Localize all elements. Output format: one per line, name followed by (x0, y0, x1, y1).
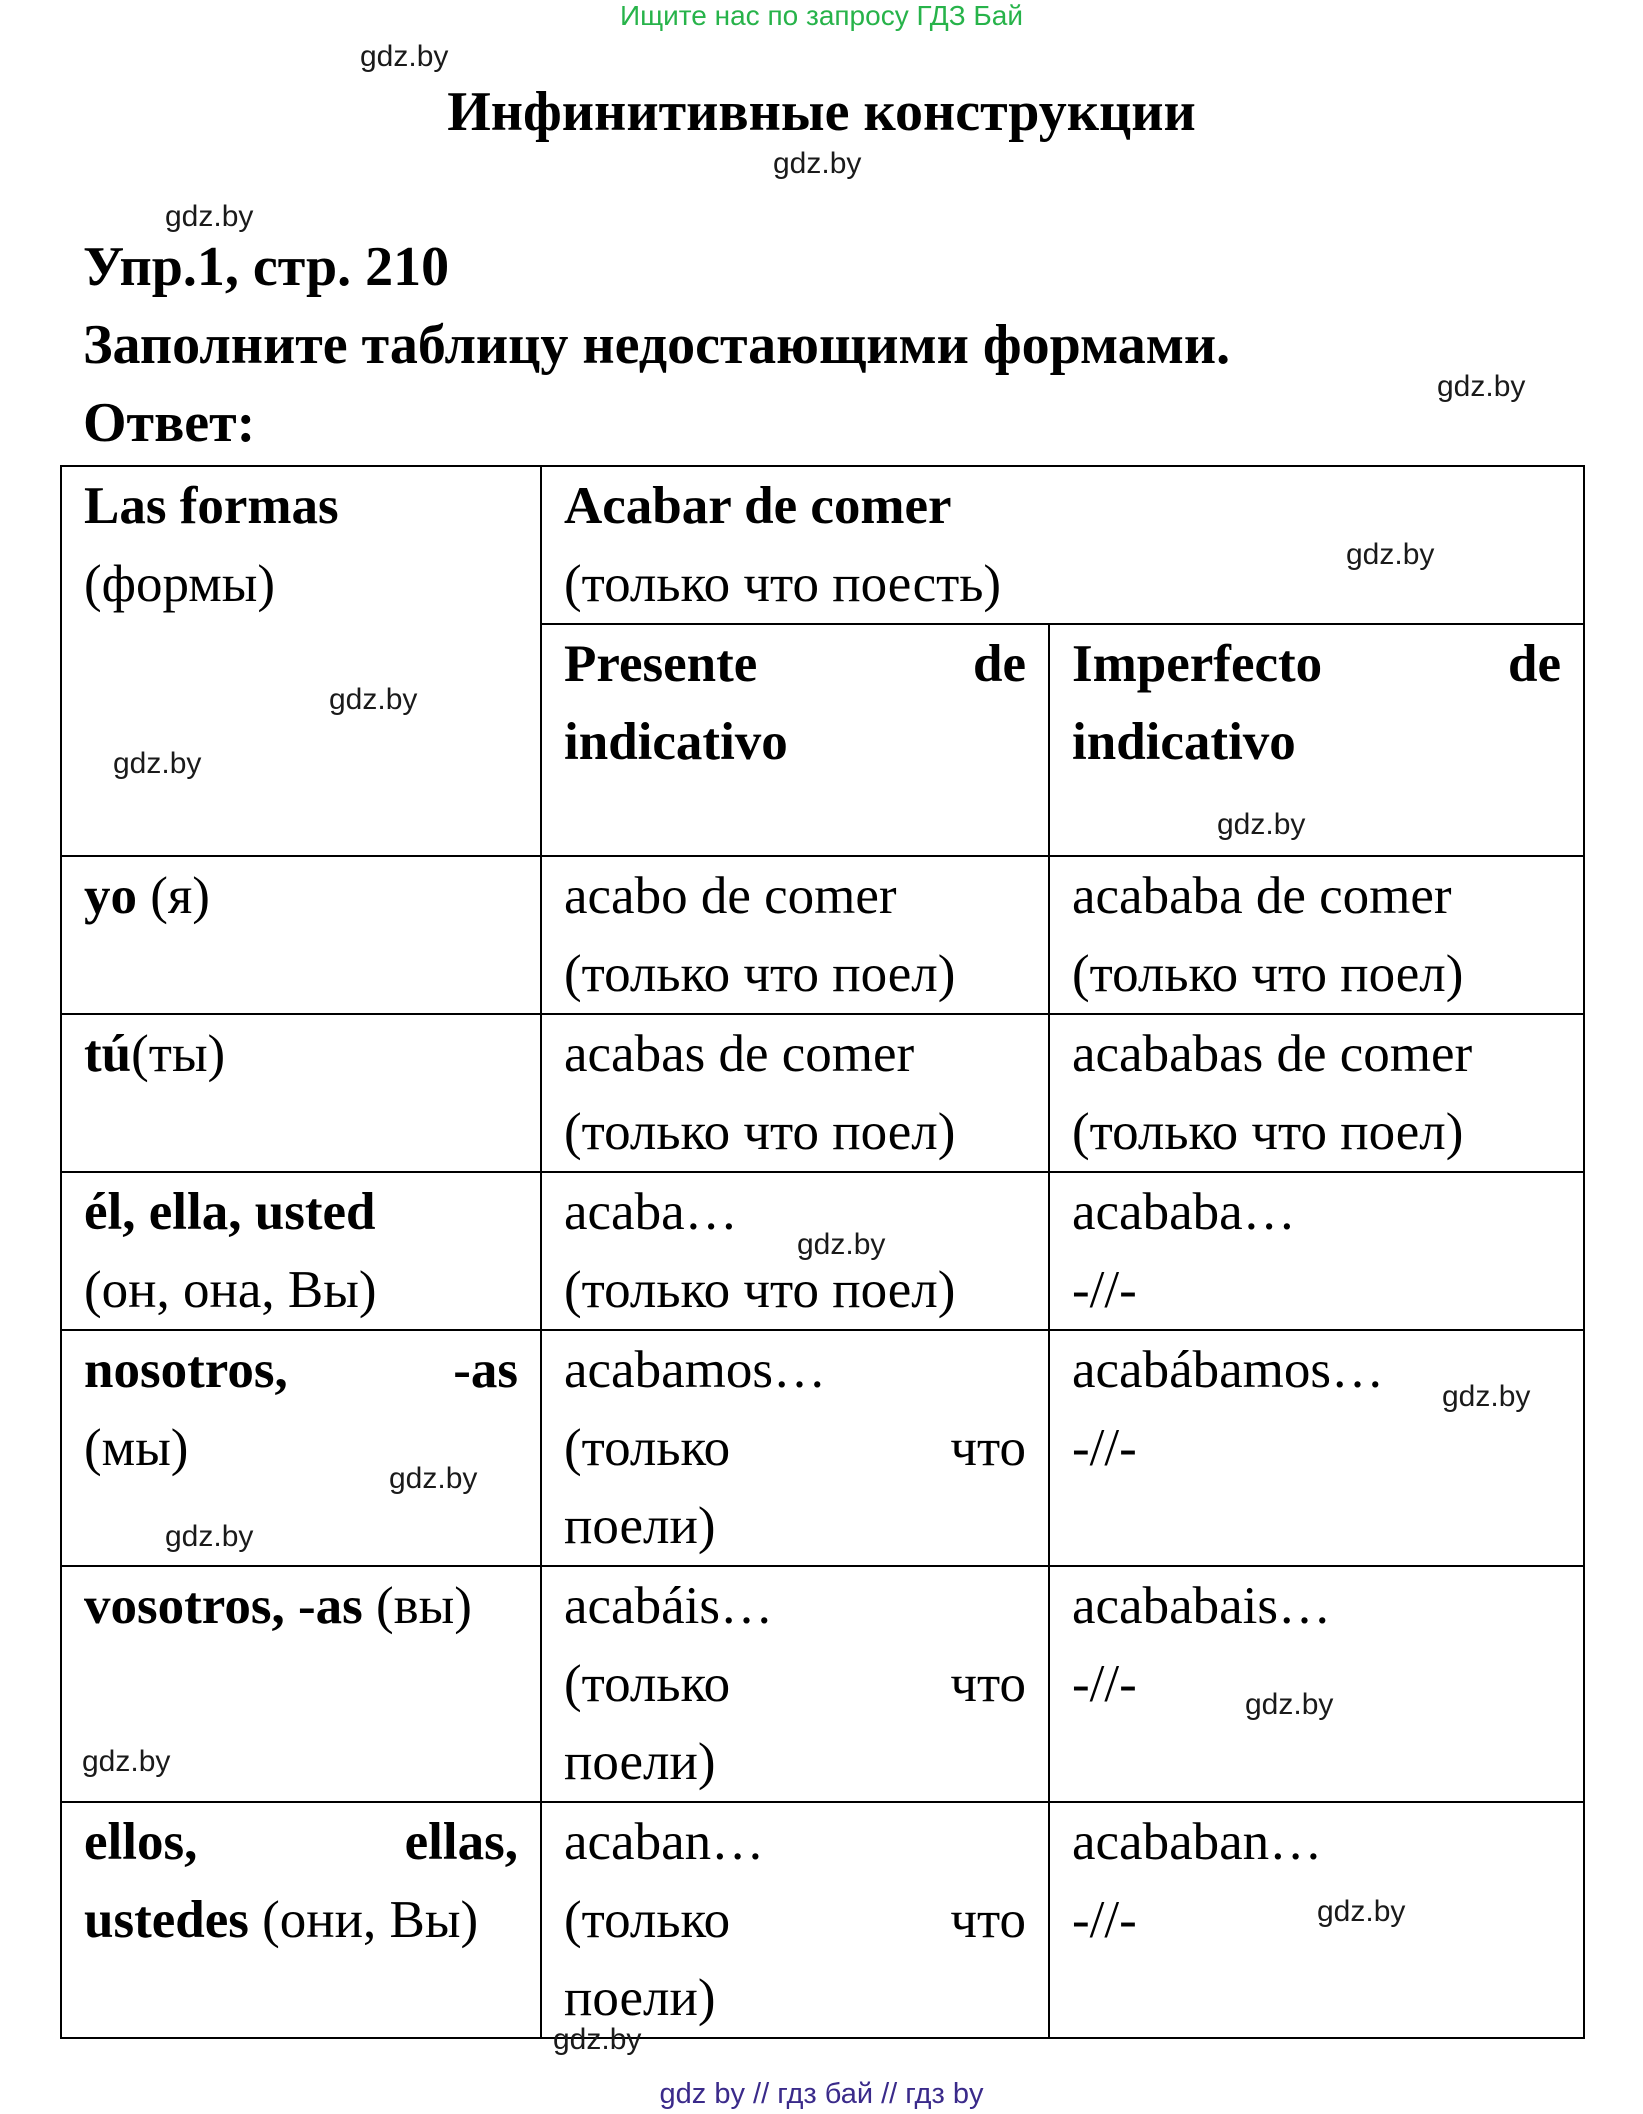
pronoun: vosotros, -as (84, 1577, 363, 1635)
imperfecto-form: acababan… (1072, 1813, 1323, 1871)
watermark: gdz.by (773, 147, 862, 180)
watermark: gdz.by (113, 747, 202, 780)
pronoun: yo (84, 867, 137, 925)
pronoun-ru: (ты) (131, 1025, 226, 1083)
imperfecto-form: acababa… (1072, 1183, 1296, 1241)
pronoun: ellos, (84, 1813, 198, 1871)
imperfecto-translation: (только что поел) (1072, 1103, 1464, 1161)
pronoun-suffix: -as (453, 1341, 518, 1399)
imperfecto-translation: -//- (1072, 1419, 1137, 1477)
presente-translation: поели) (564, 1497, 716, 1555)
presente-translation: что (950, 1891, 1026, 1949)
imperfecto-translation: -//- (1072, 1655, 1137, 1713)
presente-translation: (только (564, 1655, 731, 1713)
watermark: gdz.by (553, 2023, 642, 2056)
table-row (61, 856, 1584, 1014)
presente-form: acabo de comer (564, 867, 897, 925)
pronoun-ru: (вы) (362, 1577, 472, 1635)
answer-label: Ответ: (83, 392, 256, 454)
imperfecto-translation: -//- (1072, 1261, 1137, 1319)
presente-translation: (только (564, 1419, 731, 1477)
table-row (61, 1014, 1584, 1172)
pronoun: nosotros, (84, 1341, 288, 1399)
imperfecto-form: acabábamos… (1072, 1341, 1384, 1399)
watermark: gdz.by (360, 40, 449, 73)
pronoun: ustedes (84, 1891, 249, 1949)
header-forms-cell (61, 466, 541, 856)
task-text: Заполните таблицу недостающими формами. (83, 314, 1231, 376)
pronoun-ru: (он, она, Вы) (84, 1261, 377, 1319)
main-header-ru: (только что поесть) (564, 555, 1002, 613)
imperfecto-form: acababas de comer (1072, 1025, 1473, 1083)
presente-form: acaban… (564, 1813, 765, 1871)
presente-form: acabáis… (564, 1577, 773, 1635)
watermark: gdz.by (1346, 538, 1435, 571)
watermark: gdz.by (165, 200, 254, 233)
presente-translation: (только что поел) (564, 945, 956, 1003)
watermark: gdz.by (1442, 1380, 1531, 1413)
pronoun: tú (84, 1025, 132, 1083)
search-banner: Ищите нас по запросу ГДЗ Бай (619, 0, 1024, 31)
presente-translation: что (950, 1655, 1026, 1713)
imperfecto-indicativo: indicativo (1072, 713, 1296, 771)
pronoun-ru: (мы) (84, 1419, 189, 1477)
watermark: gdz.by (82, 1745, 171, 1778)
forms-header: Las formas (84, 477, 339, 535)
footer-links: gdz by // гдз бай // гдз by (659, 2078, 984, 2110)
presente-de: de (973, 635, 1026, 693)
main-header: Acabar de comer (564, 477, 952, 535)
pronoun: él, ella, usted (84, 1183, 376, 1241)
imperfecto-translation: -//- (1072, 1891, 1137, 1949)
exercise-heading: Упр.1, стр. 210 (83, 236, 450, 298)
presente-form: acabas de comer (564, 1025, 915, 1083)
presente-translation: (только что поел) (564, 1103, 956, 1161)
imperfecto-translation: (только что поел) (1072, 945, 1464, 1003)
presente-translation: поели) (564, 1969, 716, 2027)
presente-translation: (только (564, 1891, 731, 1949)
presente-indicativo: indicativo (564, 713, 788, 771)
table-row (61, 1566, 1584, 1802)
watermark: gdz.by (1245, 1688, 1334, 1721)
imperfecto-de: de (1508, 635, 1562, 693)
presente-translation: что (950, 1419, 1026, 1477)
watermark: gdz.by (797, 1228, 886, 1261)
presente-translation: (только что поел) (564, 1261, 956, 1319)
presente-translation: поели) (564, 1733, 716, 1791)
imperfecto-label: Imperfecto (1072, 635, 1323, 693)
watermark: gdz.by (1217, 808, 1306, 841)
pronoun-ru: (я) (137, 867, 210, 925)
imperfecto-form: acababais… (1072, 1577, 1331, 1635)
watermark: gdz.by (1437, 370, 1526, 403)
presente-label: Presente (564, 635, 758, 693)
imperfecto-form: acababa de comer (1072, 867, 1452, 925)
header-presente-cell (541, 624, 1049, 856)
watermark: gdz.by (165, 1520, 254, 1553)
watermark: gdz.by (329, 683, 418, 716)
watermark: gdz.by (389, 1462, 478, 1495)
table-row (61, 1330, 1584, 1566)
presente-form: acabamos… (564, 1341, 826, 1399)
forms-header-ru: (формы) (84, 555, 275, 613)
pronoun-ru: (они, Вы) (248, 1891, 479, 1949)
presente-form: acaba… (564, 1183, 738, 1241)
watermark: gdz.by (1317, 1895, 1406, 1928)
pronoun: ellas, (404, 1813, 518, 1871)
page-title: Инфинитивные конструкции (447, 81, 1196, 143)
header-imperfecto-cell (1049, 624, 1584, 856)
